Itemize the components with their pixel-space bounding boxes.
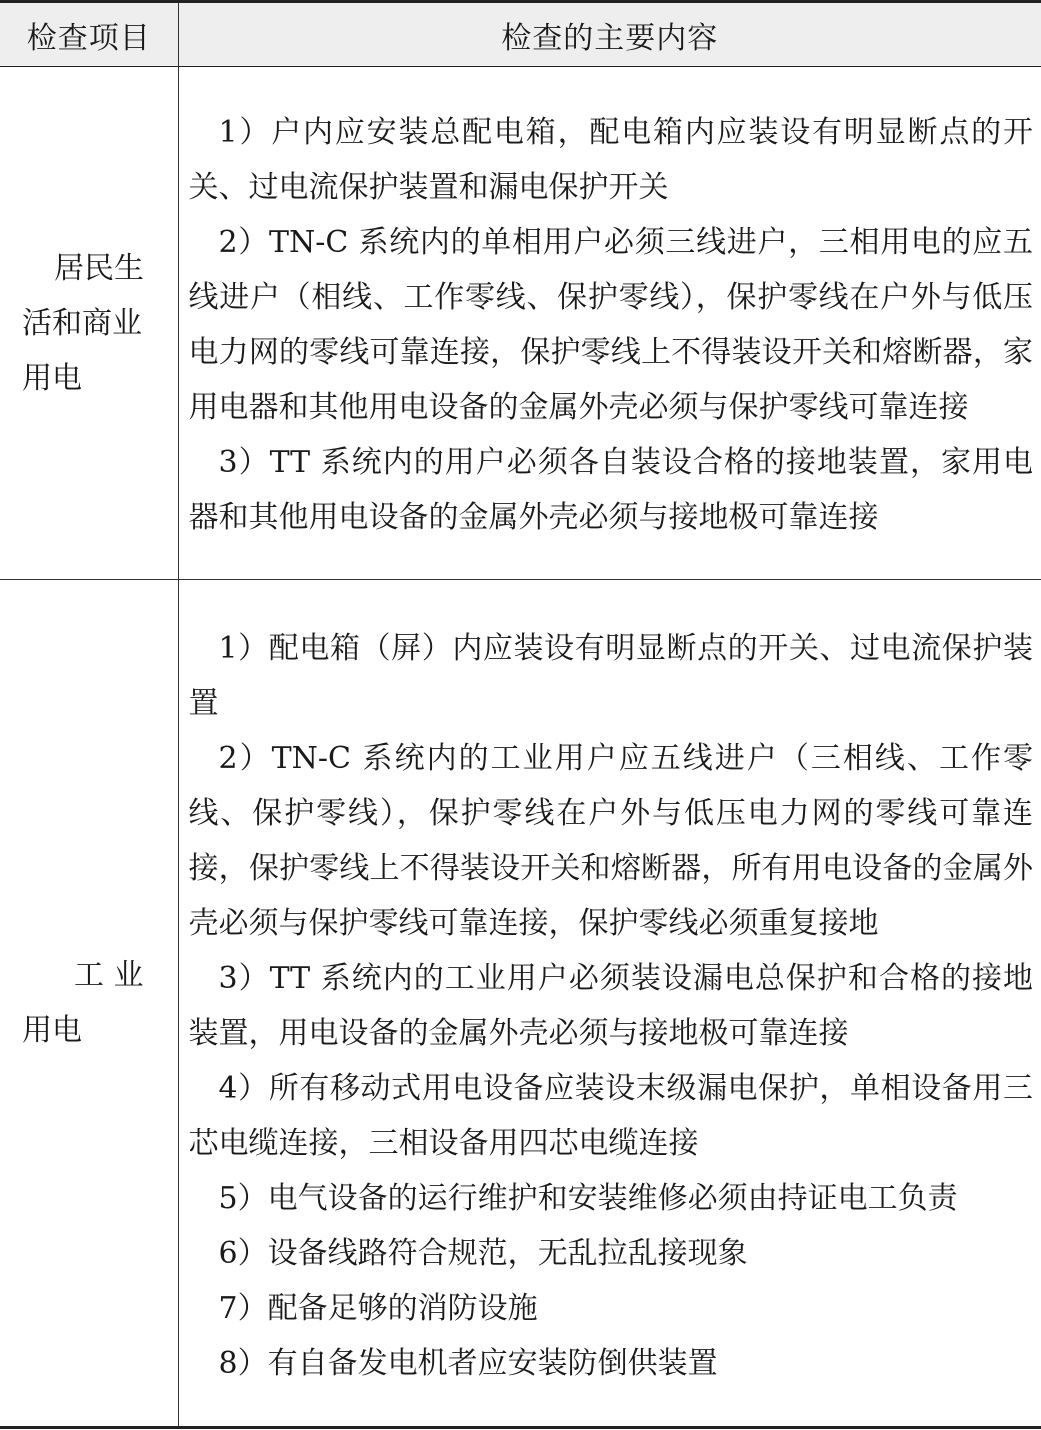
table-row-industrial	[0, 580, 1041, 1428]
requirement-item: 2）TN-C 系统内的单相用户必须三线进户，三相用电的应五线进户（相线、工作零线、保护零线），保护零线在户外与低压电力网的零线可靠连接，保护零线上不得装设开关和熔断器，家用电器和其他用电设备的金属外壳必须与保护零线可靠连接	[188, 225, 1033, 425]
requirement-item: 3）TT 系统内的工业用户必须装设漏电总保护和合格的接地装置，用电设备的金属外壳必须与接地极可靠连接	[188, 961, 1033, 1051]
item-label	[22, 948, 168, 1058]
header-inspection-item: 检查项目	[0, 2, 178, 67]
item-label-line: 用电	[22, 360, 82, 396]
table-row-residential-commercial	[0, 67, 1041, 580]
requirement-item: 1）户内应安装总配电箱，配电箱内应装设有明显断点的开关、过电流保护装置和漏电保护开关	[188, 115, 1033, 205]
content-cell-industrial	[178, 580, 1041, 1428]
requirement-item: 2）TN-C 系统内的工业用户应五线进户（三相线、工作零线、保护零线），保护零线在户外与低压电力网的零线可靠连接，保护零线上不得装设开关和熔断器，所有用电设备的金属外壳必须与保护零线可靠连接，保护零线必须重复接地	[188, 741, 1033, 941]
content-cell-residential-commercial	[178, 67, 1041, 580]
item-cell-industrial	[0, 580, 178, 1428]
item-label-line: 用电	[22, 1013, 82, 1048]
requirement-item: 8）有自备发电机者应安装防倒供装置	[218, 1346, 718, 1381]
header-main-content: 检查的主要内容	[178, 2, 1041, 67]
requirement-item: 3）TT 系统内的用户必须各自装设合格的接地装置，家用电器和其他用电设备的金属外壳必须与接地极可靠连接	[188, 445, 1033, 535]
item-label-line: 居民生	[54, 250, 144, 286]
item-cell-residential-commercial	[0, 67, 178, 580]
requirement-item: 4）所有移动式用电设备应装设末级漏电保护，单相设备用三芯电缆连接，三相设备用四芯电缆连接	[188, 1071, 1033, 1161]
item-label	[22, 241, 168, 406]
requirement-item: 7）配备足够的消防设施	[218, 1291, 538, 1326]
requirement-item: 6）设备线路符合规范，无乱拉乱接现象	[218, 1236, 748, 1271]
item-label-line: 工 业	[74, 958, 144, 993]
requirement-item: 1）配电箱（屏）内应装设有明显断点的开关、过电流保护装置	[188, 631, 1033, 721]
requirement-item: 5）电气设备的运行维护和安装维修必须由持证电工负责	[218, 1181, 958, 1216]
table-header-row	[0, 2, 1041, 67]
item-label-line: 活和商业	[22, 305, 142, 341]
